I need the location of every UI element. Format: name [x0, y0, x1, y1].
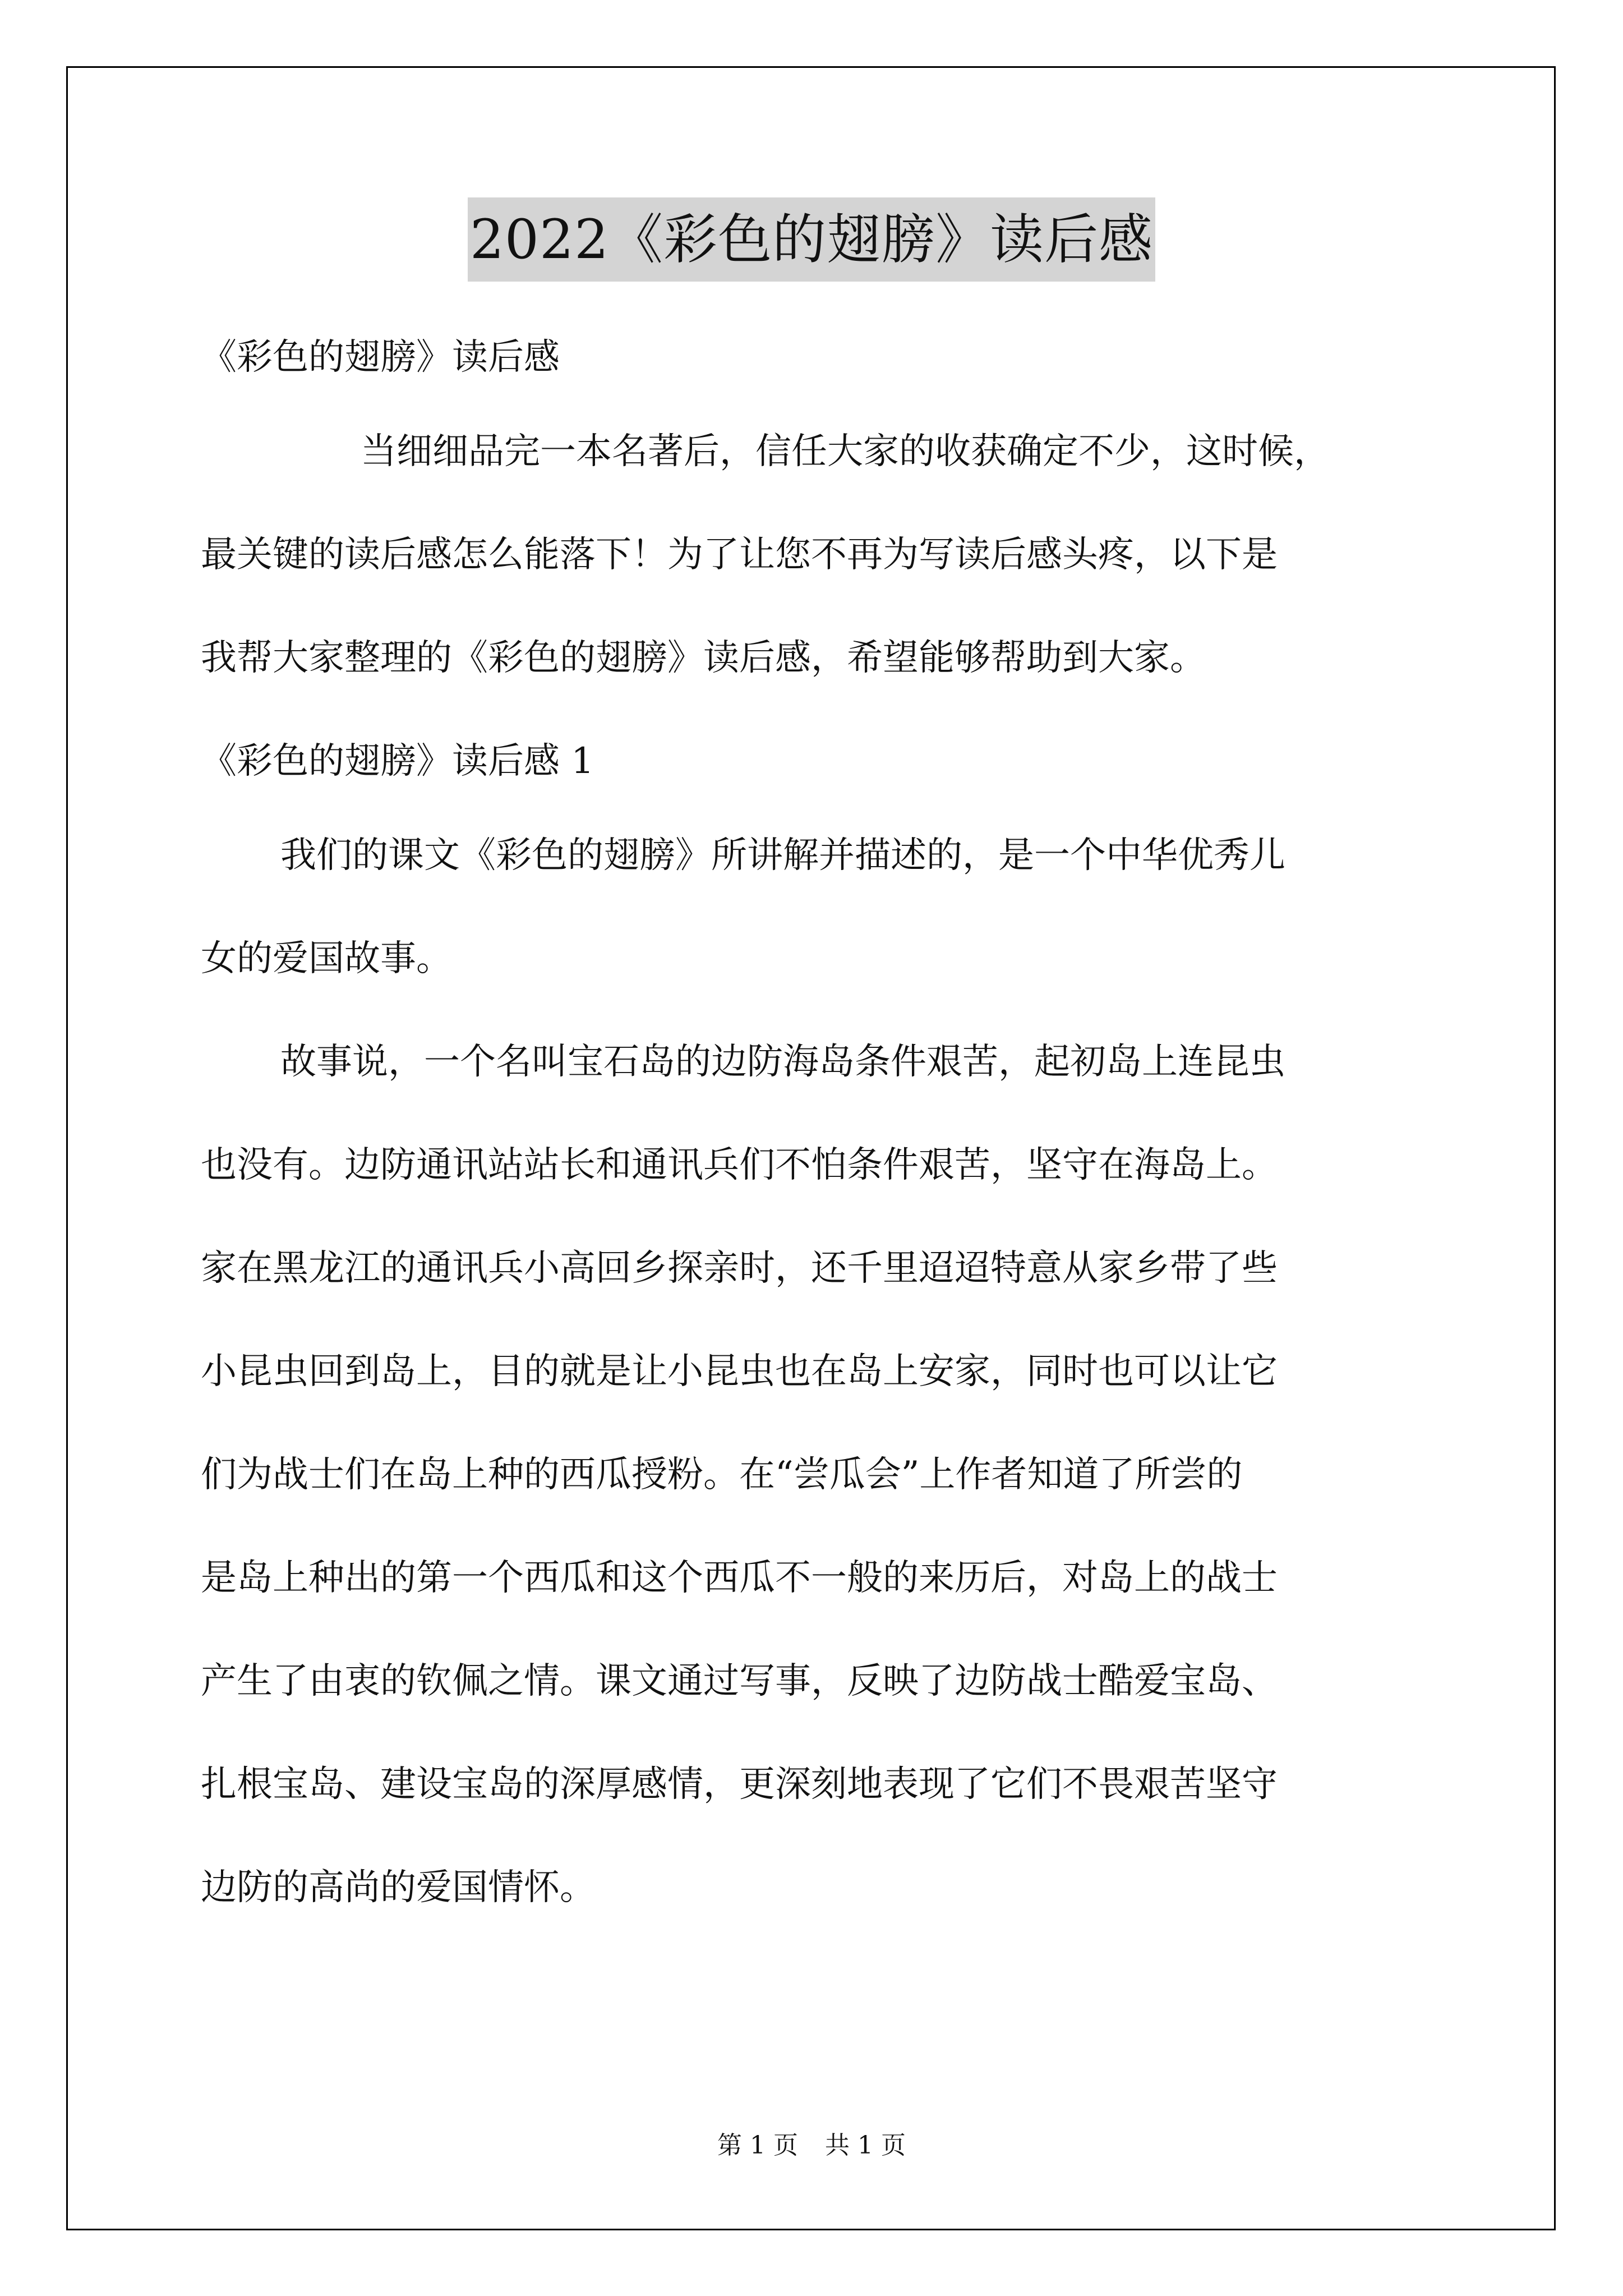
paragraph-line: 扎根宝岛、建设宝岛的深厚感情，更深刻地表现了它们不畏艰苦坚守 — [201, 1764, 1278, 1805]
paragraph-line: 女的爱国故事。 — [201, 938, 452, 979]
paragraph-line: 故事说，一个名叫宝石岛的边防海岛条件艰苦，起初岛上连昆虫 — [280, 1041, 1285, 1083]
page-total: 共 1 页 — [825, 2131, 906, 2160]
document-body — [201, 306, 1435, 1939]
document-subtitle: 《彩色的翅膀》读后感 — [201, 337, 560, 378]
title-container — [0, 197, 1623, 282]
paragraph-line: 产生了由衷的钦佩之情。课文通过写事，反映了边防战士酷爱宝岛、 — [201, 1660, 1278, 1702]
page-number: 第 1 页 — [717, 2131, 798, 2160]
section-heading: 《彩色的翅膀》读后感 1 — [201, 740, 594, 782]
section-heading-block — [201, 710, 1435, 804]
paragraph-2 — [201, 1010, 1435, 1939]
paragraph-line: 是岛上种出的第一个西瓜和这个西瓜不一般的来历后，对岛上的战士 — [201, 1557, 1278, 1599]
document-title: 2022《彩色的翅膀》读后感 — [468, 197, 1155, 282]
paragraph-line: 边防的高尚的爱国情怀。 — [201, 1867, 596, 1908]
paragraph-line: 们为战士们在岛上种的西瓜授粉。在“尝瓜会”上作者知道了所尝的 — [201, 1454, 1243, 1496]
paragraph-line: 家在黑龙江的通讯兵小高回乡探亲时，还千里迢迢特意从家乡带了些 — [201, 1248, 1278, 1289]
page-footer — [0, 2129, 1623, 2162]
paragraph-line: 我们的课文《彩色的翅膀》所讲解并描述的，是一个中华优秀儿 — [280, 835, 1285, 876]
paragraph-line: 也没有。边防通讯站站长和通讯兵们不怕条件艰苦，坚守在海岛上。 — [201, 1144, 1278, 1186]
paragraph-line: 当细细品完一本名著后，信任大家的收获确定不少，这时候， — [361, 431, 1330, 472]
paragraph-line: 小昆虫回到岛上，目的就是让小昆虫也在岛上安家，同时也可以让它 — [201, 1351, 1278, 1392]
subtitle-block — [201, 306, 1435, 400]
intro-paragraph — [201, 400, 1435, 710]
paragraph-line: 我帮大家整理的《彩色的翅膀》读后感，希望能够帮助到大家。 — [201, 637, 1206, 679]
paragraph-line: 最关键的读后感怎么能落下！为了让您不再为写读后感头疼，以下是 — [201, 534, 1278, 576]
paragraph-1 — [201, 804, 1435, 1010]
